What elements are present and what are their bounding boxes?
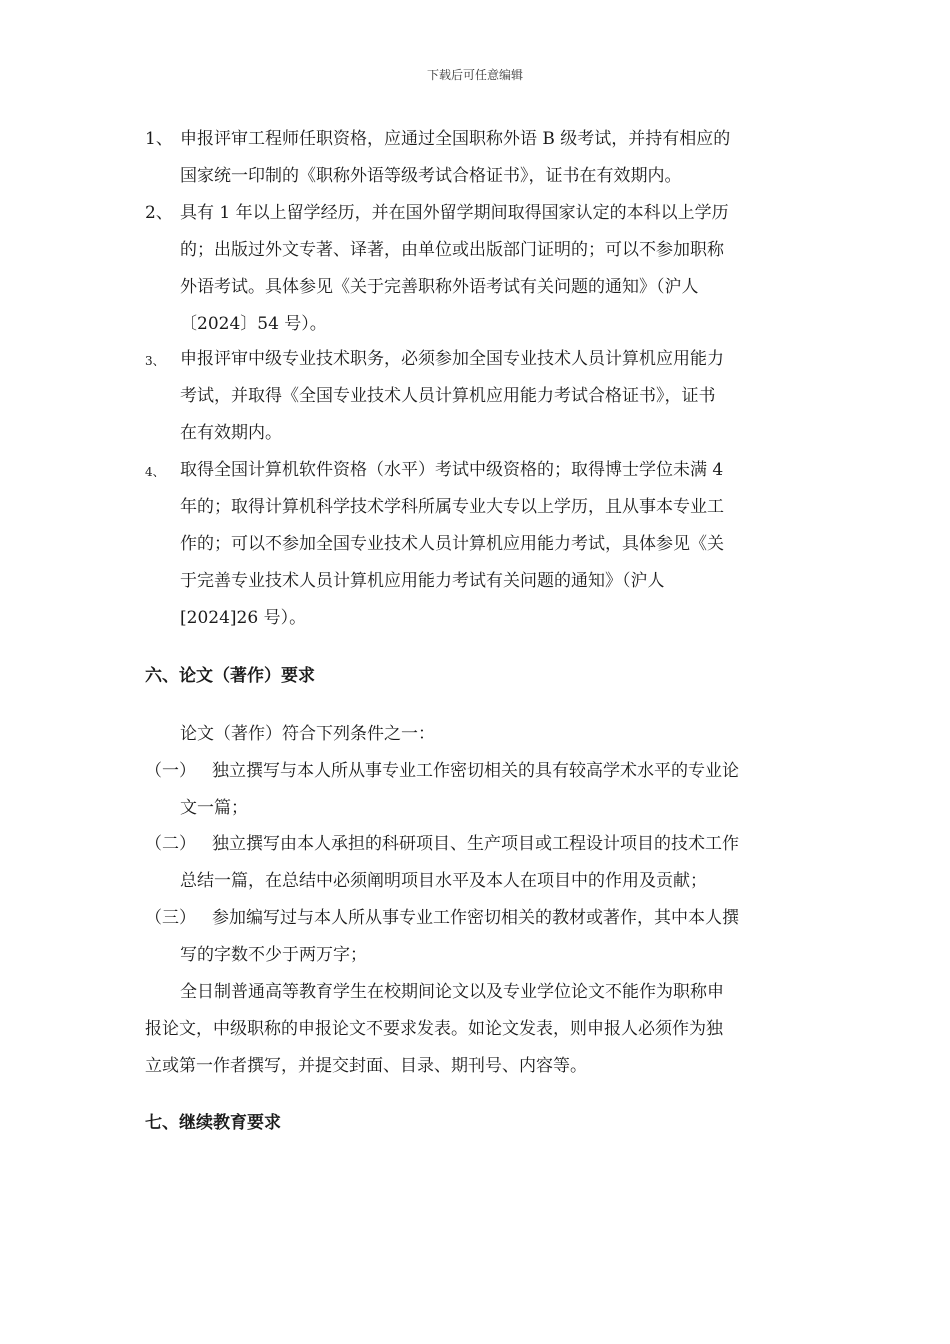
condition-2-line-1: 独立撰写由本人承担的科研项目、生产项目或工程设计项目的技术工作 [212,834,739,854]
condition-1-line-2: 文一篇； [180,798,248,818]
section-7-heading: 七、继续教育要求 [145,1113,281,1133]
condition-3-line-1: 参加编写过与本人所从事专业工作密切相关的教材或著作，其中本人撰 [212,908,739,928]
item-1-number: 1、 [145,129,173,149]
note-line-2: 报论文，中级职称的申报论文不要求发表。如论文发表，则申报人必须作为独 [145,1019,723,1039]
condition-3-line-2: 写的字数不少于两万字； [180,945,367,965]
item-2-number: 2、 [145,203,173,223]
item-3-number: 3、 [145,354,165,368]
item-3-line-1: 申报评审中级专业技术职务，必须参加全国专业技术人员计算机应用能力 [180,349,724,369]
item-4-line-5: [2024]26 号）。 [180,608,307,628]
item-4-line-1: 取得全国计算机软件资格（水平）考试中级资格的；取得博士学位未满 4 [180,460,724,480]
item-1-line-2: 国家统一印制的《职称外语等级考试合格证书》，证书在有效期内。 [180,166,682,186]
item-4-line-2: 年的；取得计算机科学技术学科所属专业大专以上学历，且从事本专业工 [180,497,724,517]
item-1-line-1: 申报评审工程师任职资格，应通过全国职称外语 B 级考试，并持有相应的 [180,129,731,149]
item-4-line-4: 于完善专业技术人员计算机应用能力考试有关问题的通知》（沪人 [180,571,665,591]
item-4-line-3: 作的；可以不参加全国专业技术人员计算机应用能力考试，具体参见《关 [180,534,724,554]
section-6-heading: 六、论文（著作）要求 [145,666,315,686]
note-line-1: 全日制普通高等教育学生在校期间论文以及专业学位论文不能作为职称申 [180,982,724,1002]
section-6-intro: 论文（著作）符合下列条件之一： [180,724,435,744]
condition-2-mark: （二） [145,834,196,854]
condition-1-line-1: 独立撰写与本人所从事专业工作密切相关的具有较高学术水平的专业论 [212,761,739,781]
item-3-line-3: 在有效期内。 [180,423,282,443]
condition-2-line-2: 总结一篇，在总结中必须阐明项目水平及本人在项目中的作用及贡献； [180,871,707,891]
item-2-line-4: 〔2024〕54 号）。 [180,314,327,334]
condition-1-mark: （一） [145,761,196,781]
note-line-3: 立或第一作者撰写，并提交封面、目录、期刊号、内容等。 [145,1056,587,1076]
item-2-line-2: 的；出版过外文专著、译著，由单位或出版部门证明的；可以不参加职称 [180,240,724,260]
item-2-line-3: 外语考试。具体参见《关于完善职称外语考试有关问题的通知》（沪人 [180,277,699,297]
page-header: 下载后可任意编辑 [426,68,523,82]
item-4-number: 4、 [145,465,165,479]
item-2-line-1: 具有 1 年以上留学经历，并在国外留学期间取得国家认定的本科以上学历 [180,203,729,223]
condition-3-mark: （三） [145,908,196,928]
item-3-line-2: 考试，并取得《全国专业技术人员计算机应用能力考试合格证书》，证书 [180,386,716,406]
